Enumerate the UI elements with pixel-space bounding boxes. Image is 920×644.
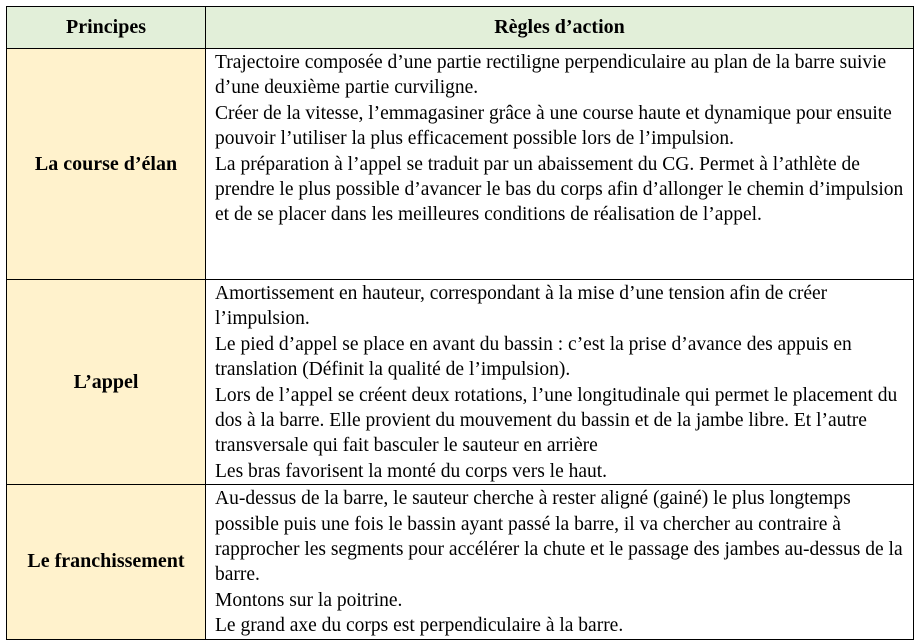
principle-franchissement: Le franchissement: [7, 485, 206, 639]
rule-text: Amortissement en hauteur, correspondant à la mise d’une tension afin de créer l’impulsion.: [215, 283, 828, 330]
rules-franchissement: [206, 485, 914, 639]
rule-text: Le grand axe du corps est perpendiculaire à la barre.: [215, 615, 624, 637]
header-principles: Principes: [7, 7, 206, 49]
rule-text: Montons sur la poitrine.: [215, 589, 403, 611]
rule-text: La préparation à l’appel se traduit par un abaissement du CG. Permet à l’athlète de prendre le plus possible d’avancer le bas du corps afin d’allonger le chemin d’impulsion et de se placer dans les meilleures conditions de réalisation de l’appel.: [215, 153, 904, 226]
rule-text: Les bras favorisent la monté du corps vers le haut.: [215, 460, 608, 482]
principle-course-elan: La course d’élan: [7, 49, 206, 280]
rule-text: Le pied d’appel se place en avant du bassin : c’est la prise d’avance des appuis en translation (Définit la qualité de l’impulsion).: [215, 333, 852, 381]
rule-text: Trajectoire composée d’une partie rectiligne perpendiculaire au plan de la barre suivie d’une deuxième partie curviligne.: [215, 52, 887, 99]
table-row: [7, 485, 914, 639]
header-rules: Règles d’action: [206, 7, 914, 49]
table-header-row: [7, 7, 914, 49]
principle-appel: L’appel: [7, 280, 206, 485]
rule-text: Créer de la vitesse, l’emmagasiner grâce à une course haute et dynamique pour ensuite pouvoir l’utiliser la plus efficacement possible lors de l’impulsion.: [215, 102, 892, 150]
table-row: [7, 280, 914, 485]
rules-course-elan: [206, 49, 914, 280]
rule-text: Au-dessus de la barre, le sauteur cherche à rester aligné (gainé) le plus longtemps possible puis une fois le bassin ayant passé la barre, il va chercher au contraire à rapprocher les segments pour accélérer la chute et le passage des jambes au-dessus de la barre.: [215, 488, 903, 586]
rules-appel: [206, 280, 914, 485]
table-row: [7, 49, 914, 280]
document-page: [6, 6, 914, 640]
rule-text: Lors de l’appel se créent deux rotations, l’une longitudinale qui permet le placement du dos à la barre. Elle provient du mouvement du bassin et de la jambe libre. Et l’autre transversale qui fait basculer le sauteur en arrière: [215, 384, 898, 457]
principles-table: [6, 6, 914, 640]
